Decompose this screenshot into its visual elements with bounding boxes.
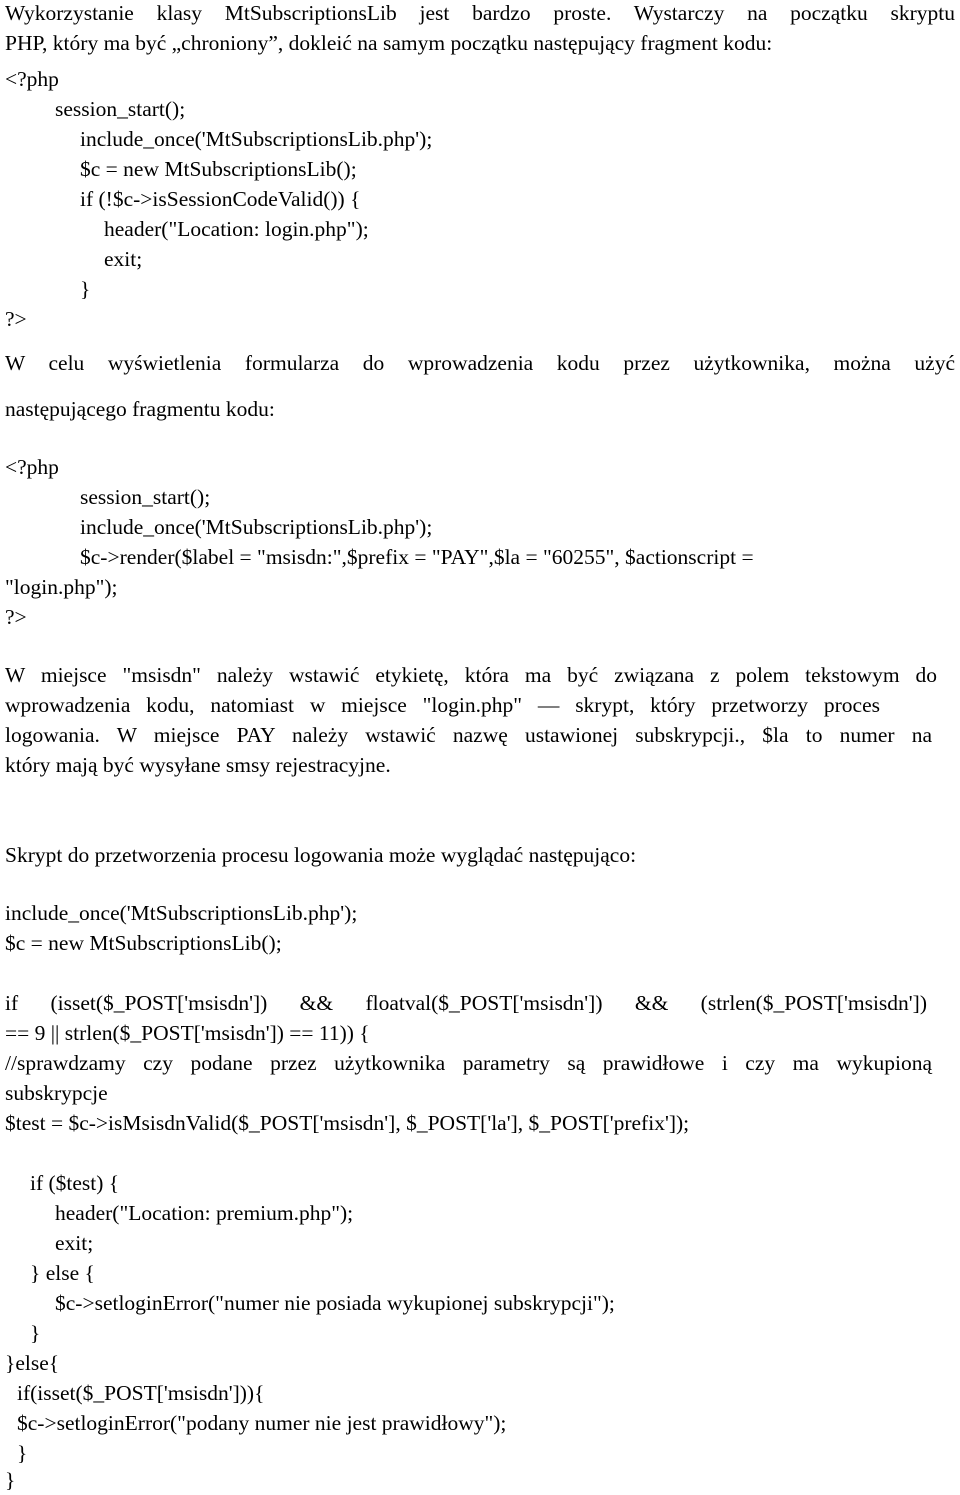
code-line: include_once('MtSubscriptionsLib.php'); <box>5 901 358 925</box>
code-line: header("Location: login.php"); <box>104 217 369 241</box>
code-line: } else { <box>30 1261 95 1285</box>
code-line: } <box>80 277 91 301</box>
code-line: $test = $c->isMsisdnValid($_POST['msisdn'], $_POST['la'], $_POST['prefix']); <box>5 1111 690 1135</box>
code-line: include_once('MtSubscriptionsLib.php'); <box>80 515 433 539</box>
code-line: $c->setloginError("podany numer nie jest prawidłowy"); <box>17 1411 507 1435</box>
code-line: <?php <box>5 67 59 91</box>
code-line: if (isset($_POST['msisdn']) && floatval($_POST['msisdn']) && (strlen($_POST['msisdn']) <box>5 991 927 1015</box>
code-line: } <box>5 1468 16 1492</box>
code-line: $c->render($label = "msisdn:",$prefix = "PAY",$la = "60255", $actionscript = <box>80 545 754 569</box>
code-line: $c = new MtSubscriptionsLib(); <box>5 931 282 955</box>
code-line: exit; <box>55 1231 94 1255</box>
code-line: if (!$c->isSessionCodeValid()) { <box>80 187 361 211</box>
code-line: //sprawdzamy czy podane przez użytkownika parametry są prawidłowe i czy ma wykupioną <box>5 1051 932 1075</box>
code-line: ?> <box>5 605 27 629</box>
code-line: ?> <box>5 307 27 331</box>
code-line: $c->setloginError("numer nie posiada wykupionej subskrypcji"); <box>55 1291 615 1315</box>
code-line: $c = new MtSubscriptionsLib(); <box>80 157 357 181</box>
code-line: } <box>17 1441 28 1465</box>
intro-line-1: Wykorzystanie klasy MtSubscriptionsLib jest bardzo proste. Wystarczy na początku skryptu <box>5 1 955 25</box>
code-line: header("Location: premium.php"); <box>55 1201 354 1225</box>
code-line: } <box>30 1321 41 1345</box>
code-line: "login.php"); <box>5 575 118 599</box>
form-intro-line-2: następującego fragmentu kodu: <box>5 397 275 421</box>
code-line: == 9 || strlen($_POST['msisdn']) == 11)) { <box>5 1021 370 1045</box>
code-line: if(isset($_POST['msisdn'])){ <box>17 1381 265 1405</box>
code-line: include_once('MtSubscriptionsLib.php'); <box>80 127 433 151</box>
form-intro-line-1: W celu wyświetlenia formularza do wprowadzenia kodu przez użytkownika, można użyć <box>5 351 955 375</box>
intro-line-2: PHP, który ma być „chroniony”, dokleić na samym początku następujący fragment kodu: <box>5 31 773 55</box>
explain-line-2: wprowadzenia kodu, natomiast w miejsce "login.php" — skrypt, który przetworzy proces <box>5 693 880 717</box>
code-line: session_start(); <box>80 485 211 509</box>
code-line: subskrypcje <box>5 1081 108 1105</box>
explain-line-4: który mają być wysyłane smsy rejestracyjne. <box>5 753 391 777</box>
code-line: }else{ <box>5 1351 60 1375</box>
code-line: <?php <box>5 455 59 479</box>
code-line: exit; <box>104 247 143 271</box>
explain-line-3: logowania. W miejsce PAY należy wstawić nazwę ustawionej subskrypcji., $la to numer na <box>5 723 932 747</box>
explain-line-1: W miejsce "msisdn" należy wstawić etykietę, która ma być związana z polem tekstowym do <box>5 663 937 687</box>
login-intro: Skrypt do przetworzenia procesu logowania może wyglądać następująco: <box>5 843 637 867</box>
code-line: if ($test) { <box>30 1171 120 1195</box>
code-line: session_start(); <box>55 97 186 121</box>
